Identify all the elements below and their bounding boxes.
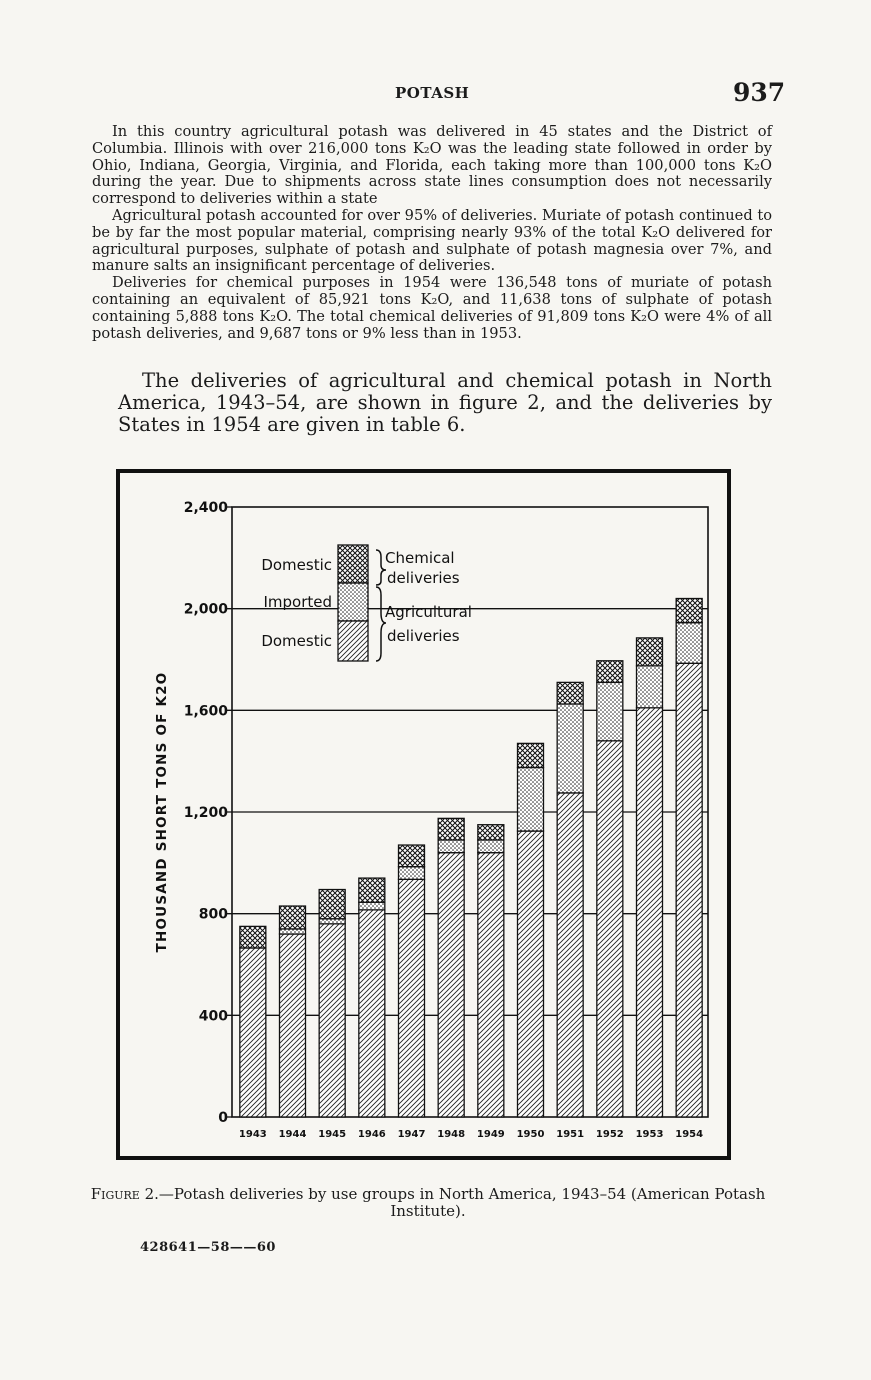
bar-segment-agricultural-domestic	[438, 853, 464, 1117]
y-tick-label: 2,400	[183, 500, 228, 516]
legend-swatch-chemical-domestic	[338, 545, 368, 583]
y-tick-label: 2,000	[183, 601, 228, 618]
legend-group-label: deliveries	[387, 627, 460, 645]
legend-group-label: Chemical	[385, 549, 455, 567]
y-tick-label: 1,200	[183, 805, 228, 821]
x-tick-label: 1944	[278, 1129, 307, 1140]
bar-segment-agricultural-imported	[399, 867, 425, 880]
bar-segment-chemical-domestic	[518, 743, 544, 767]
bar-segment-chemical-domestic	[319, 890, 345, 919]
legend-entry: Domestic	[261, 556, 332, 574]
bar-segment-agricultural-domestic	[359, 910, 385, 1117]
legend-swatch-agricultural-imported	[338, 583, 368, 621]
bar-segment-agricultural-imported	[359, 902, 385, 910]
bar-segment-agricultural-domestic	[240, 948, 266, 1117]
potash-deliveries-chart	[120, 473, 727, 1156]
x-tick-label: 1952	[595, 1129, 624, 1140]
bar-segment-chemical-domestic	[240, 926, 266, 948]
bar-segment-agricultural-imported	[676, 623, 702, 664]
bar-segment-chemical-domestic	[676, 599, 702, 623]
legend-entry: Imported	[263, 593, 332, 611]
page-number: 937	[733, 78, 786, 107]
bar-segment-agricultural-imported	[597, 682, 623, 740]
bar-segment-agricultural-domestic	[280, 934, 306, 1117]
running-head	[0, 80, 871, 110]
bar-segment-chemical-domestic	[438, 818, 464, 840]
y-tick-label: 400	[198, 1008, 228, 1025]
legend-group-label: Agricultural	[385, 603, 472, 621]
x-tick-label: 1950	[516, 1129, 545, 1140]
figure-frame	[116, 469, 731, 1160]
bar-segment-agricultural-imported	[438, 840, 464, 853]
brace-agricultural	[376, 587, 386, 661]
bar-segment-chemical-domestic	[399, 845, 425, 867]
x-tick-label: 1945	[318, 1129, 347, 1140]
chart-legend	[261, 545, 472, 661]
figure-caption	[88, 1186, 768, 1220]
x-tick-label: 1948	[437, 1129, 466, 1140]
running-title: POTASH	[395, 84, 470, 102]
bar-segment-agricultural-imported	[637, 666, 663, 708]
bar-segment-agricultural-domestic	[637, 708, 663, 1117]
bar-segment-agricultural-imported	[319, 919, 345, 924]
bar-segment-chemical-domestic	[359, 878, 385, 902]
caption-label: Figure 2.	[90, 1185, 159, 1203]
bar-segment-agricultural-domestic	[518, 831, 544, 1117]
bar-segment-agricultural-domestic	[557, 793, 583, 1117]
bar-segment-agricultural-domestic	[399, 879, 425, 1117]
y-axis-label: THOUSAND SHORT TONS OF K2O	[154, 671, 170, 953]
y-tick-label: 800	[198, 906, 228, 923]
y-tick-label: 1,600	[183, 703, 228, 720]
bar-segment-chemical-domestic	[557, 682, 583, 704]
x-tick-label: 1953	[635, 1129, 664, 1140]
x-tick-label: 1946	[357, 1129, 386, 1140]
printer-code: 428641—58——60	[140, 1240, 276, 1255]
bar-segment-agricultural-imported	[280, 929, 306, 934]
bar-segment-chemical-domestic	[280, 906, 306, 929]
paragraph-3: Deliveries for chemical purposes in 1954 were 136,548 tons of muriate of potash containing an equivalent of 85,921 tons K₂O, and 11,638 tons of sulphate of potash containing 5,888 tons K₂O. The total chemical deliveries of 91,809 tons K₂O were 4% of all potash deliveries, and 9,687 tons or 9% less than in 1953.	[92, 274, 772, 342]
y-tick-label: 0	[218, 1110, 228, 1126]
bar-segment-chemical-domestic	[637, 638, 663, 666]
bar-segment-agricultural-domestic	[319, 924, 345, 1117]
bar-segment-agricultural-domestic	[478, 853, 504, 1117]
x-tick-label: 1947	[397, 1129, 426, 1140]
legend-swatch-agricultural-domestic	[338, 621, 368, 661]
large-text-block	[118, 370, 772, 436]
paragraph-4: The deliveries of agricultural and chemical potash in North America, 1943–54, are shown in figure 2, and the deliveries by States in 1954 are given in table 6.	[118, 369, 772, 436]
paragraph-1: In this country agricultural potash was delivered in 45 states and the District of Columbia. Illinois with over 216,000 tons K₂O was the leading state followed in order by Ohio, Indiana, Georgia, Virginia, and Florida, each taking more than 100,000 tons K₂O during the year. Due to shipments across state lines consumption does not necessarily correspond to deliveries within a state	[92, 123, 772, 208]
chart-bars	[240, 599, 702, 1118]
paragraph-2: Agricultural potash accounted for over 95% of deliveries. Muriate of potash continued to be by far the most popular material, comprising nearly 93% of the total K₂O delivered for agricultural purposes, sulphate of potash and sulphate of potash magnesia over 7%, and manure salts an insignificant percentage of deliveries.	[92, 206, 772, 275]
caption-text: —Potash deliveries by use groups in North America, 1943–54 (American Potash Institute).	[158, 1185, 766, 1220]
bar-segment-chemical-domestic	[597, 661, 623, 683]
bar-segment-chemical-domestic	[478, 825, 504, 840]
legend-group-label: deliveries	[387, 569, 460, 587]
x-tick-label: 1951	[556, 1129, 585, 1140]
bar-segment-agricultural-domestic	[676, 663, 702, 1117]
x-tick-label: 1943	[238, 1129, 267, 1140]
bar-segment-agricultural-imported	[478, 840, 504, 853]
legend-entry: Domestic	[261, 632, 332, 650]
bar-segment-agricultural-imported	[518, 768, 544, 832]
bar-segment-agricultural-domestic	[597, 741, 623, 1117]
x-tick-label: 1954	[675, 1129, 704, 1140]
x-tick-label: 1949	[476, 1129, 505, 1140]
bar-segment-agricultural-imported	[557, 704, 583, 793]
body-text	[92, 124, 772, 342]
